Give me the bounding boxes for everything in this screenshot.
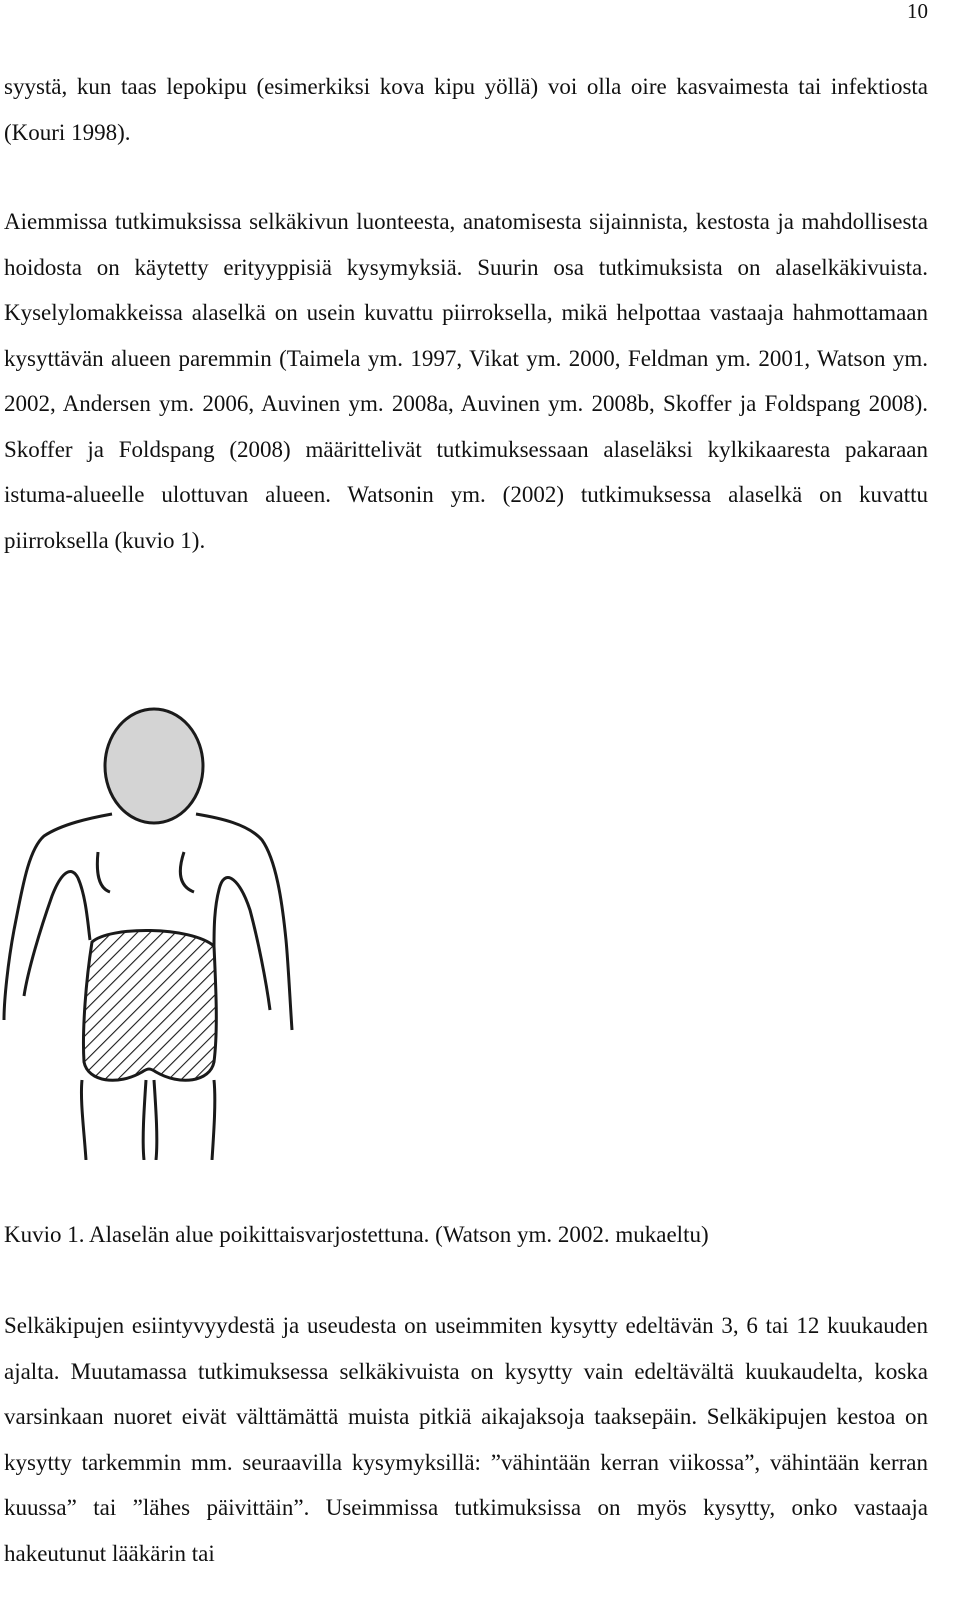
- right-shoulder-blade: [180, 852, 194, 892]
- body-outline-illustration: [0, 700, 300, 1160]
- page-number: 10: [907, 0, 928, 23]
- left-shoulder-blade: [97, 852, 110, 892]
- figure-caption: Kuvio 1. Alaselän alue poikittaisvarjostettuna. (Watson ym. 2002. mukaeltu): [4, 1222, 709, 1247]
- left-leg-outline: [81, 1080, 86, 1160]
- figure-low-back-drawing: [0, 700, 300, 1160]
- paragraph-intro: [4, 64, 928, 155]
- paragraph-text: Selkäkipujen esiintyvyydestä ja useudesta on useimmiten kysytty edeltävän 3, 6 tai 12 kuukauden ajalta. Muutamassa tutkimuksessa selkäkivuista on kysytty vain edeltävältä kuukaudelta, koska varsinkaan nuoret eivät välttämättä muista pitkiä aikajaksoja taaksepäin. Selkäkipujen kestoa on kysytty tarkemmin mm. seuraavilla kysymyksillä: ”vähintään kerran viikossa”, vähintään kerran kuussa” tai ”lähes päivittäin”. Useimmissa tutkimuksissa on myös kysytty, onko vastaaja hakeutunut lääkärin tai: [4, 1313, 928, 1566]
- paragraph-previous-studies: [4, 199, 928, 563]
- head-shape: [105, 709, 203, 823]
- inner-leg-outline: [143, 1080, 157, 1160]
- paragraph-prevalence: [4, 1303, 928, 1576]
- paragraph-text: syystä, kun taas lepokipu (esimerkiksi kova kipu yöllä) voi olla oire kasvaimesta tai infektiosta (Kouri 1998).: [4, 74, 928, 145]
- paragraph-text: Aiemmissa tutkimuksissa selkäkivun luonteesta, anatomisesta sijainnista, kestosta ja mahdollisesta hoidosta on käytetty erityyppisiä kysymyksiä. Suurin osa tutkimuksista on alaselkäkivuista. Kyselylomakkeissa alaselkä on usein kuvattu piirroksella, mikä helpottaa vastaaja hahmottamaan kysyttävän alueen paremmin (Taimela ym. 1997, Vikat ym. 2000, Feldman ym. 2001, Watson ym. 2002, Andersen ym. 2006, Auvinen ym. 2008a, Auvinen ym. 2008b, Skoffer ja Foldspang 2008). Skoffer ja Foldspang (2008) määrittelivät tutkimuksessaan alaseläksi kylkikaaresta pakaraan istuma-alueelle ulottuvan alueen. Watsonin ym. (2002) tutkimuksessa alaselkä on kuvattu piirroksella (kuvio 1).: [4, 209, 928, 553]
- right-leg-outline: [212, 1080, 215, 1160]
- low-back-hatched-region: [83, 930, 216, 1080]
